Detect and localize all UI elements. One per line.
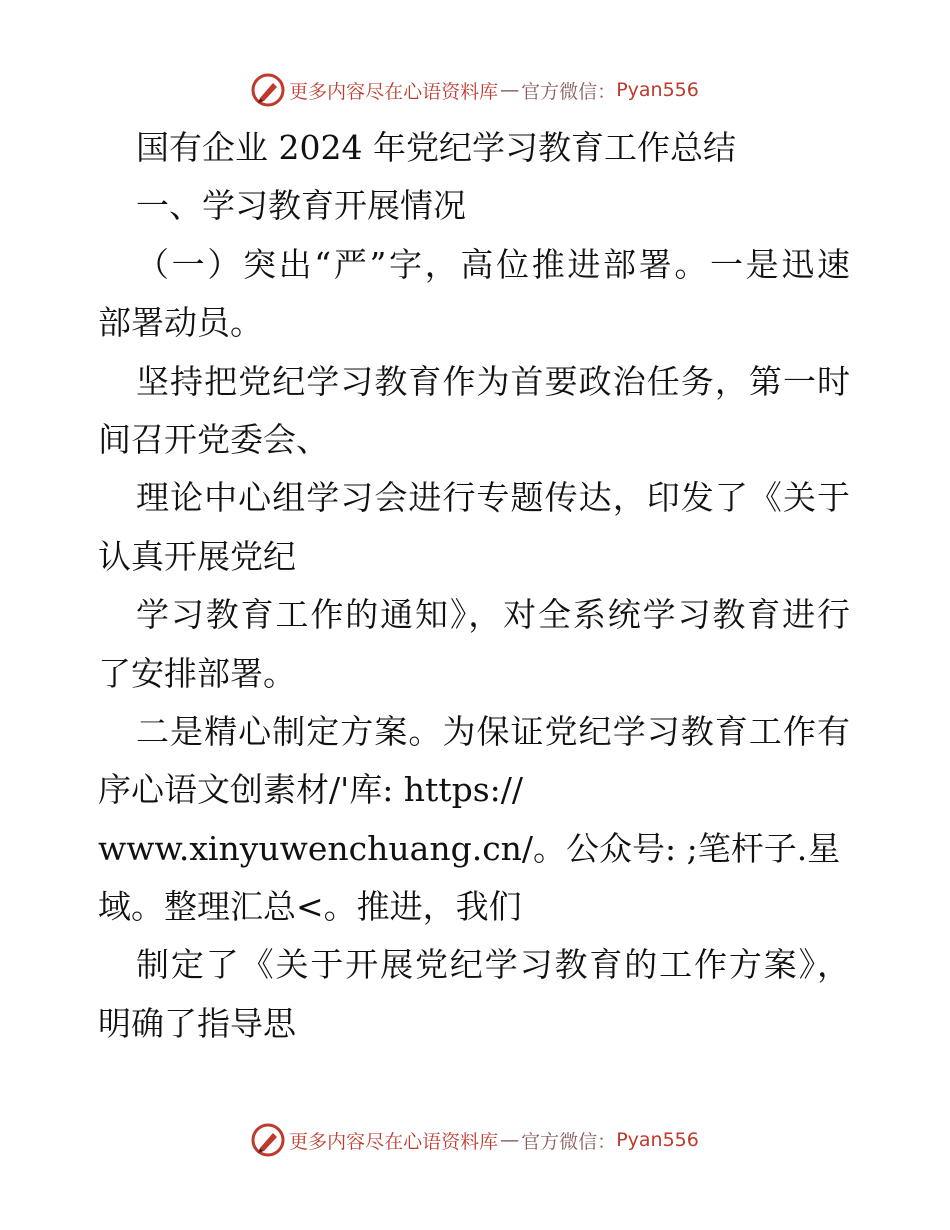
text-line: 二是精心制定方案。为保证党纪学习教育工作有 [136, 711, 850, 751]
pen-logo-icon [251, 73, 285, 107]
text-line: （一）突出“严”字，高位推进部署。一是迅速 [136, 244, 850, 284]
banner-dash: — [500, 1129, 520, 1151]
banner-main-text: 更多内容尽在心语资料库 [289, 80, 499, 103]
header-banner [0, 70, 950, 110]
banner-wechat-id: Pyan556 [616, 1129, 699, 1151]
banner-wechat-id: Pyan556 [616, 79, 699, 101]
footer-banner [0, 1120, 950, 1160]
text-line: www.xinyuwenchuang.cn/。公众号: ;笔杆子.星 [98, 828, 841, 868]
text-line: 一、学习教育开展情况 [136, 186, 466, 226]
text-line: 认真开展党纪 [98, 536, 296, 576]
banner-main-text: 更多内容尽在心语资料库 [289, 1130, 499, 1153]
text-line: 间召开党委会、 [98, 419, 329, 459]
text-line: 明确了指导思 [98, 1003, 296, 1043]
pen-logo-icon [251, 1123, 285, 1157]
text-line: 域。整理汇总<。推进，我们 [98, 887, 522, 927]
banner-wechat-label: 官方微信： [521, 80, 617, 103]
banner-dash: — [500, 79, 520, 101]
text-line: 学习教育工作的通知》，对全系统学习教育进行 [136, 595, 850, 635]
banner-wechat-label: 官方微信： [521, 1130, 617, 1153]
text-line: 理论中心组学习会进行专题传达，印发了《关于 [136, 478, 850, 518]
text-line: 序心语文创素材/'库: https:// [98, 770, 523, 810]
text-line: 坚持把党纪学习教育作为首要政治任务，第一时 [136, 361, 850, 401]
document-body [0, 119, 950, 1053]
text-line: 制定了《关于开展党纪学习教育的工作方案》， [136, 945, 850, 985]
text-line: 了安排部署。 [98, 653, 296, 693]
text-line: 部署动员。 [98, 303, 263, 343]
text-line: 国有企业 2024 年党纪学习教育工作总结 [136, 128, 736, 167]
